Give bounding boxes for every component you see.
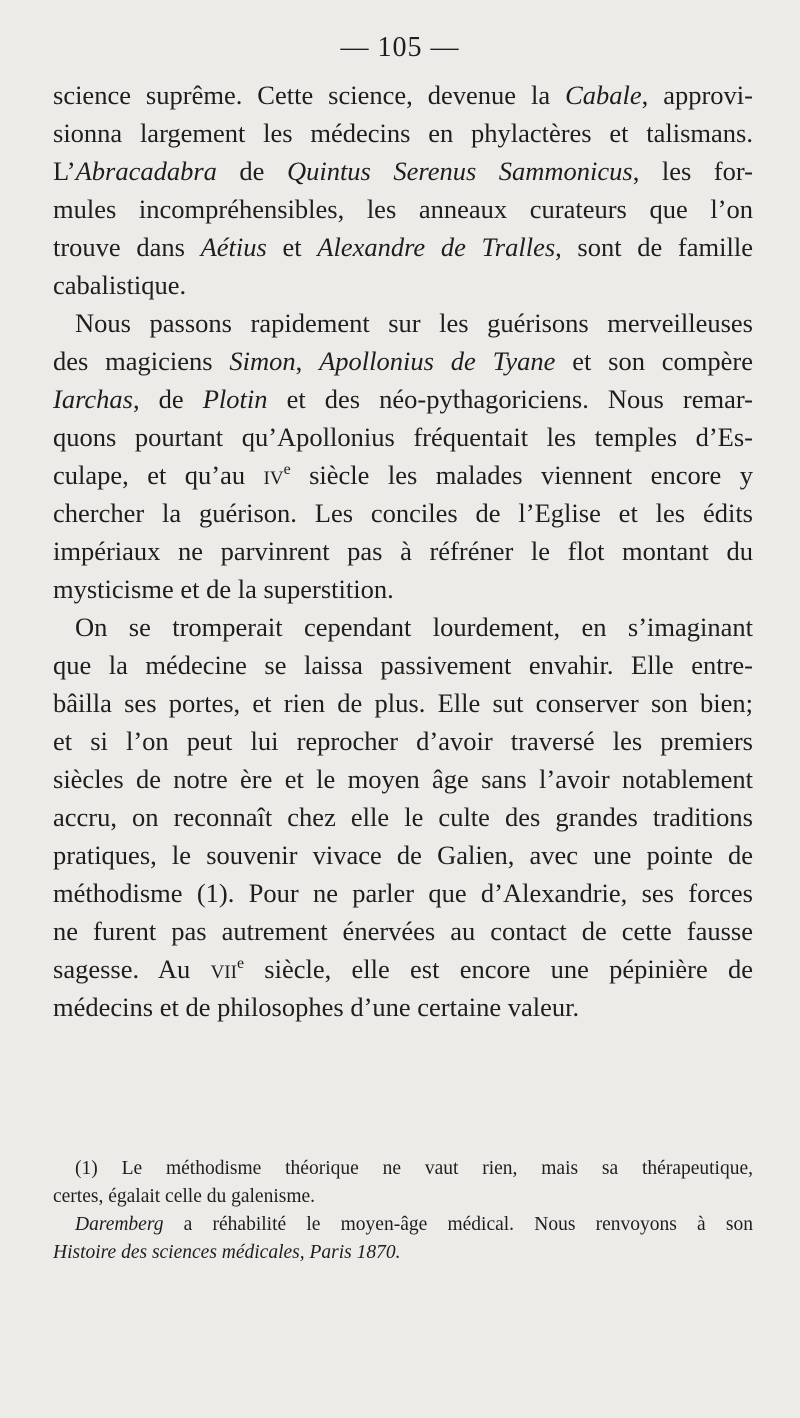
italic-term: Plotin [202,384,268,414]
text-line: sionna largement les médecins en phylactères et talismans. [53,118,753,148]
text-run: sagesse. Au [53,954,211,984]
superscript: e [283,461,291,479]
text-line: que la médecine se laissa passivement envahir. Elle entre- [53,650,753,680]
superscript: e [236,955,245,973]
text-run: siècle les malades viennent encore y [290,460,753,490]
footnote [53,1211,753,1267]
italic-term: Apollonius de Tyane [319,346,556,376]
text-line: On se tromperait cependant lourdement, en s’imaginant [75,612,753,642]
text-line: Nous passons rapidement sur les guérisons merveilleuses [75,308,753,338]
text-run: , approvi- [641,80,753,110]
italic-term: Cabale [565,80,642,110]
text-line [53,228,753,266]
text-line [53,380,753,418]
text-line: mysticisme et de la superstition. [53,574,394,604]
century-numeral: vii [210,954,237,984]
italic-term: Aétius [200,232,267,262]
text-line [53,950,753,988]
text-run: a réhabilité le moyen-âge médical. Nous renvoyons à son [163,1214,753,1235]
page-number: — 105 — [340,32,460,63]
text-run: siècle, elle est encore une pépinière de [244,954,753,984]
text-run: science suprême. Cette science, devenue la [53,80,566,110]
italic-term: Iarchas [53,384,133,414]
text-line: médecins et de philosophes d’une certaine valeur. [53,992,580,1022]
text-line: méthodisme (1). Pour ne parler que d’Alexandrie, ses forces [53,878,753,908]
italic-term: Simon [229,346,296,376]
text-run: et son compère [555,346,754,376]
paragraph [53,608,753,1026]
italic-term: Alexandre de Tralles [317,232,556,262]
text-run: de [216,156,287,186]
italic-term: Abracadabra [75,156,217,186]
footnote-line: certes, égalait celle du galenisme. [53,1186,316,1207]
text-run: et des néo-pythagoriciens. Nous remar- [267,384,753,414]
text-line: pratiques, le souvenir vivace de Galien, avec une pointe de [53,840,753,870]
text-run: trouve dans [53,232,201,262]
text-line: impériaux ne parvinrent pas à réfréner le flot montant du [53,536,753,566]
footnote-line: Histoire des sciences médicales, Paris 1870. [53,1242,401,1263]
century-numeral: iv [263,460,284,490]
text-line: ne furent pas autrement énervées au contact de cette fausse [53,916,753,946]
text-line: chercher la guérison. Les conciles de l’Eglise et les édits [53,498,753,528]
text-run: culape, et qu’au [53,460,264,490]
footnote-line: (1) Le méthodisme théorique ne vaut rien, mais sa thérapeutique, [75,1158,753,1179]
text-line: mules incompréhensibles, les anneaux curateurs que l’on [53,194,753,224]
text-run: , les for- [632,156,754,186]
text-run: , [295,346,320,376]
footnote [53,1155,753,1211]
text-line [53,76,753,114]
text-line [53,456,753,494]
text-line: quons pourtant qu’Apollonius fréquentait les temples d’Es- [53,422,753,452]
text-run: et [266,232,318,262]
text-line: et si l’on peut lui reprocher d’avoir traversé les premiers [53,726,753,756]
text-run: , de [132,384,203,414]
paragraph [53,304,753,608]
footnote-line [53,1211,753,1239]
text-run: , sont de famille [555,232,753,262]
text-line: bâilla ses portes, et rien de plus. Elle sut conserver son bien; [53,688,753,718]
text-line: cabalistique. [53,270,187,300]
italic-term: Quintus Serenus Sammonicus [286,156,633,186]
text-line [53,342,753,380]
text-line: accru, on reconnaît chez elle le culte des grandes traditions [53,802,753,832]
text-run: L’ [53,156,76,186]
paragraph [53,76,753,304]
text-run: des magiciens [53,346,230,376]
italic-term: Daremberg [75,1214,164,1235]
text-line: siècles de notre ère et le moyen âge sans l’avoir notablement [53,764,753,794]
text-line [53,152,753,190]
footnotes [53,1155,753,1267]
main-text [53,76,753,1026]
